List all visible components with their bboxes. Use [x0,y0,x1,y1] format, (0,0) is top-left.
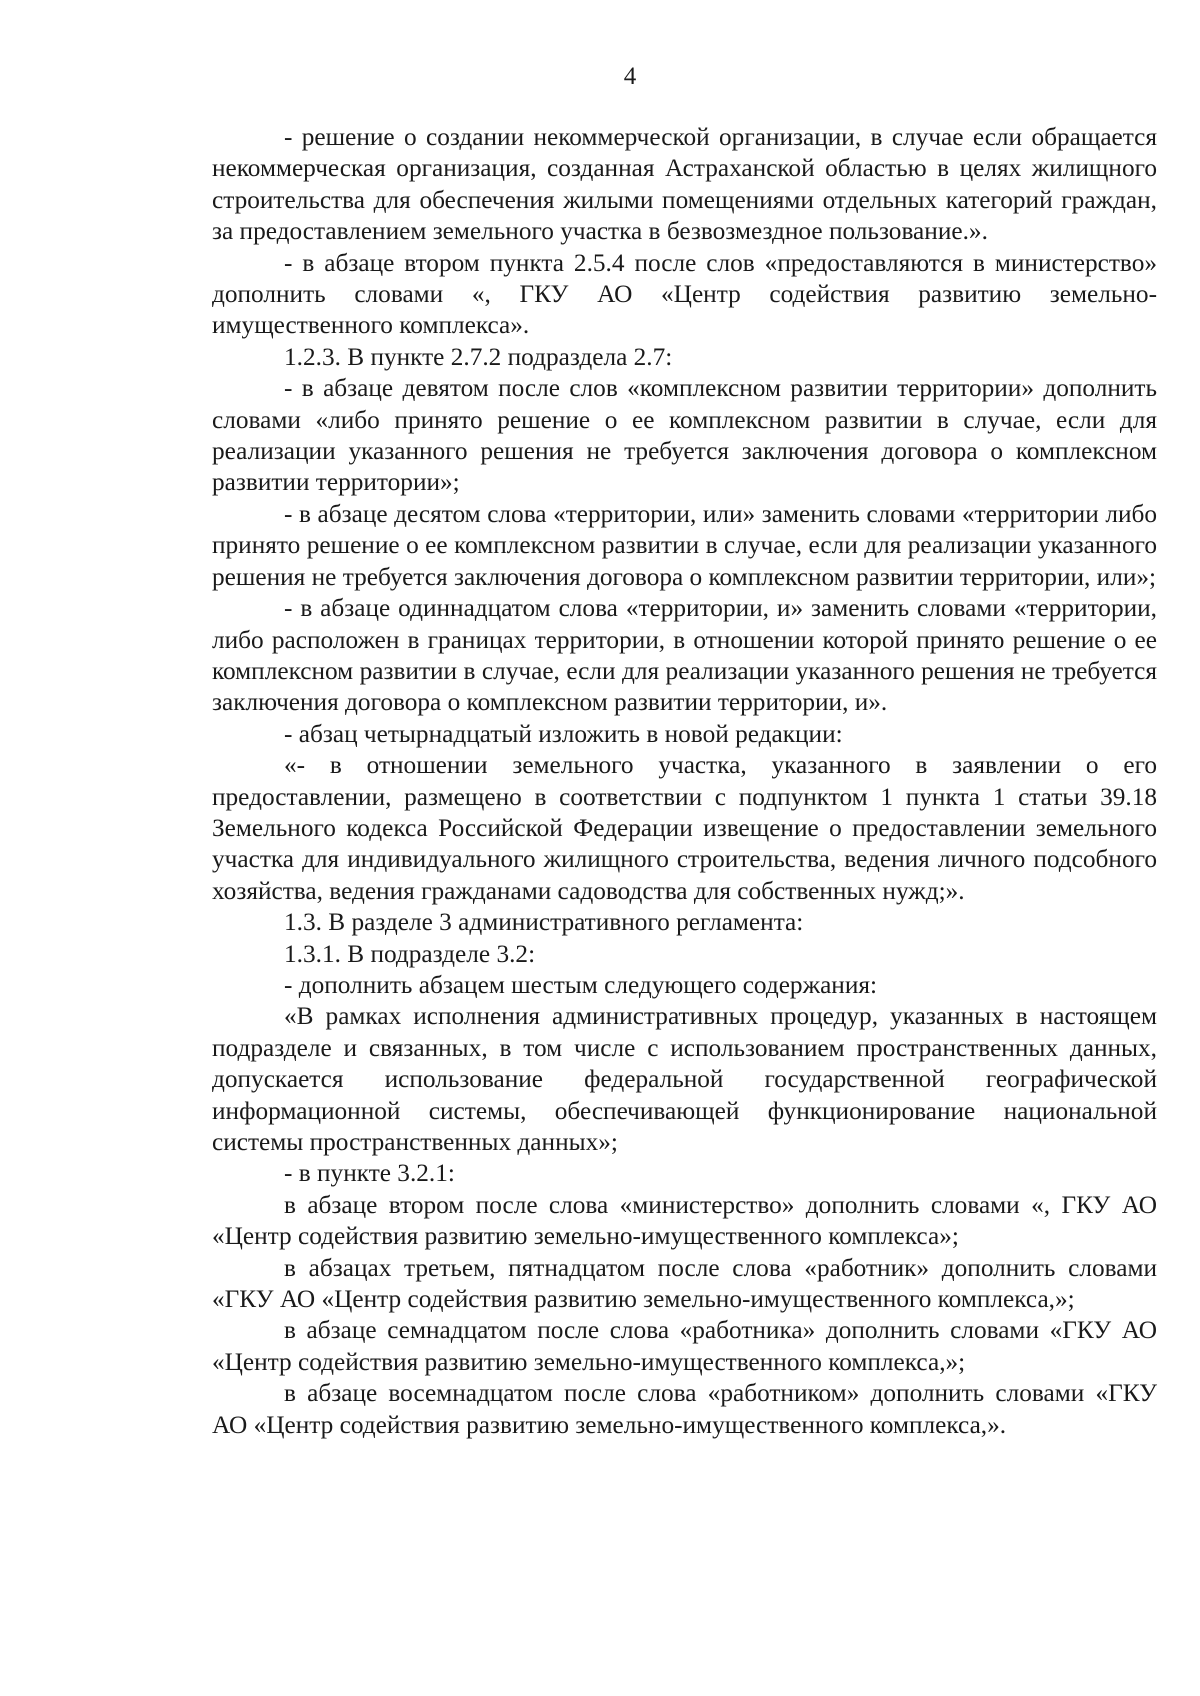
paragraph: - дополнить абзацем шестым следующего содержания: [284,970,878,999]
paragraph: - в пункте 3.2.1: [284,1159,455,1188]
paragraph: в абзаце семнадцатом после слова «работника» дополнить словами «ГКУ АО «Центр содействия развитию земельно-имущественного комплекса,»; [212,1316,1157,1376]
paragraph: - в абзаце десятом слова «территории, или» заменить словами «территории либо принято решение о ее комплексном развитии в случае, если для реализации указанного решения не требуется заключения договора о комплексном развитии территории, или»; [212,499,1157,591]
paragraph: - решение о создании некоммерческой организации, в случае если обращается некоммерческая организация, созданная Астраханской областью в целях жилищного строительства для обеспечения жилыми помещениями отдельных категорий граждан, за предоставлением земельного участка в безвозмездное пользование.». [212,123,1157,246]
paragraph: - в абзаце одиннадцатом слова «территории, и» заменить словами «территории, либо расположен в границах территории, в отношении которой принято решение о ее комплексном развитии в случае, если для реализации указанного решения не требуется заключения договора о комплексном развитии территории, и». [212,594,1157,717]
paragraph: - абзац четырнадцатый изложить в новой редакции: [284,719,843,748]
paragraph: «В рамках исполнения административных процедур, указанных в настоящем подразделе и связанных, в том числе с использованием пространственных данных, допускается использование федеральной государственной географической информационной системы, обеспечивающей функционирование национальной системы пространственных данных»; [212,1002,1157,1156]
page-number: 4 [623,63,637,90]
document-body [212,122,1157,1441]
paragraph: 1.3. В разделе 3 административного регламента: [284,908,804,937]
paragraph: 1.3.1. В подразделе 3.2: [284,939,536,968]
paragraph: «- в отношении земельного участка, указанного в заявлении о его предоставлении, размещено в соответствии с подпунктом 1 пункта 1 статьи 39.18 Земельного кодекса Российской Федерации извещение о предоставлении земельного участка для индивидуального жилищного строительства, ведения личного подсобного хозяйства, ведения гражданами садоводства для собственных нужд;». [212,751,1157,905]
paragraph: в абзацах третьем, пятнадцатом после слова «работник» дополнить словами «ГКУ АО «Центр содействия развитию земельно-имущественного комплекса,»; [212,1253,1157,1314]
paragraph: - в абзаце девятом после слов «комплексном развитии территории» дополнить словами «либо принято решение о ее комплексном развитии в случае, если для реализации указанного решения не требуется заключения договора о комплексном развитии территории»; [212,374,1157,497]
paragraph: в абзаце втором после слова «министерство» дополнить словами «, ГКУ АО «Центр содействия развитию земельно-имущественного комплекса»; [212,1190,1157,1251]
paragraph: - в абзаце втором пункта 2.5.4 после слов «предоставляются в министерство» дополнить словами «, ГКУ АО «Центр содействия развитию земельно-имущественного комплекса». [212,248,1157,340]
paragraph: в абзаце восемнадцатом после слова «работником» дополнить словами «ГКУ АО «Центр содействия развитию земельно-имущественного комплекса,». [212,1379,1157,1439]
paragraph: 1.2.3. В пункте 2.7.2 подраздела 2.7: [284,342,673,371]
